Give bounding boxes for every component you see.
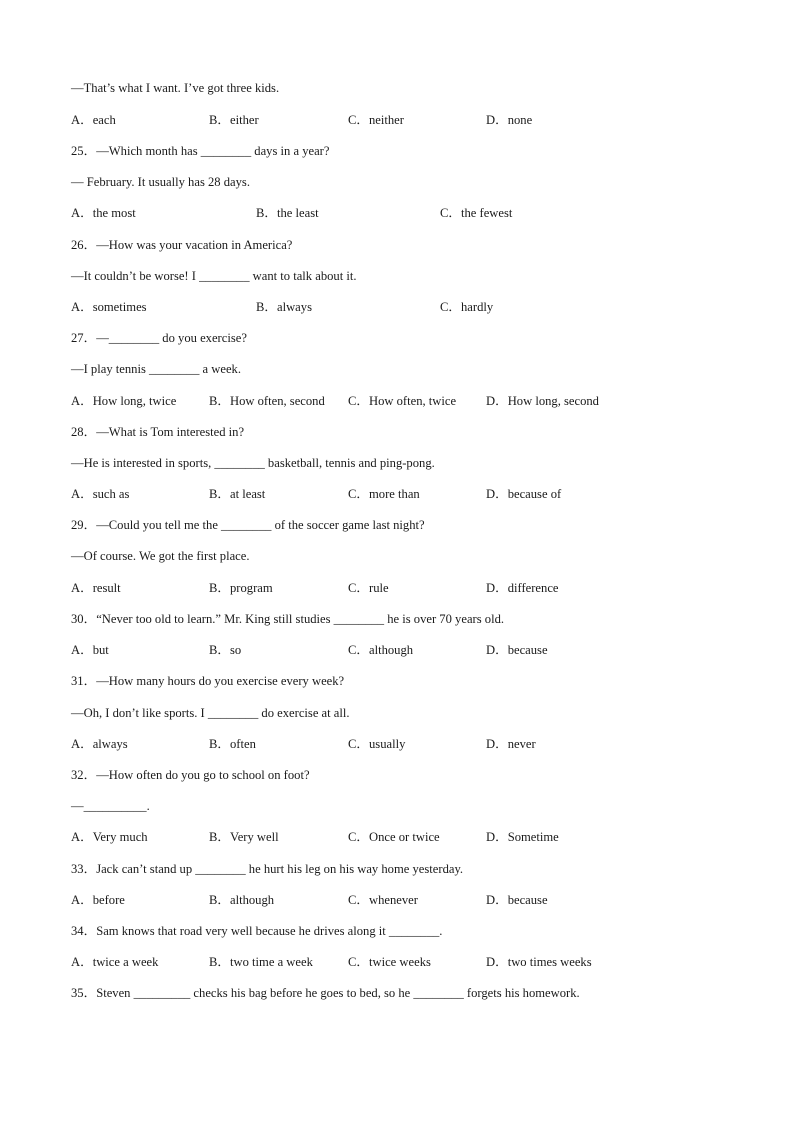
option-d[interactable]: D．Sometime — [486, 830, 559, 844]
option-a[interactable]: A．sometimes — [71, 300, 147, 314]
option-b[interactable]: B．program — [209, 581, 273, 595]
option-b[interactable]: B．often — [209, 737, 256, 751]
option-d[interactable]: D．none — [486, 113, 533, 127]
option-c[interactable]: C．usually — [348, 737, 406, 751]
options-q24 — [71, 112, 754, 128]
question-29: 29．—Could you tell me the ________ of the soccer game last night? — [71, 518, 425, 532]
dialogue-line: —Oh, I don’t like sports. I ________ do exercise at all. — [71, 706, 350, 720]
option-d[interactable]: D．How long, second — [486, 394, 599, 408]
question-28: 28．—What is Tom interested in? — [71, 425, 245, 439]
option-b[interactable]: B．although — [209, 893, 275, 907]
option-d[interactable]: D．because — [486, 643, 548, 657]
option-c[interactable]: C．twice weeks — [348, 955, 431, 969]
option-a[interactable]: A．but — [71, 643, 109, 657]
options-q28 — [71, 486, 754, 502]
option-c[interactable]: C．rule — [348, 581, 389, 595]
dialogue-line: — February. It usually has 28 days. — [71, 175, 250, 189]
options-q29 — [71, 580, 754, 596]
options-q34 — [71, 954, 754, 970]
option-a[interactable]: A．such as — [71, 487, 130, 501]
option-a[interactable]: A．the most — [71, 206, 136, 220]
option-d[interactable]: D．two times weeks — [486, 955, 592, 969]
options-q30 — [71, 642, 754, 658]
option-c[interactable]: C．the fewest — [440, 206, 513, 220]
question-33: 33．Jack can’t stand up ________ he hurt his leg on his way home yesterday. — [71, 862, 464, 876]
question-34: 34．Sam knows that road very well because he drives along it ________. — [71, 924, 443, 938]
option-b[interactable]: B．so — [209, 643, 242, 657]
option-d[interactable]: D．never — [486, 737, 536, 751]
options-q27 — [71, 393, 754, 409]
option-c[interactable]: C．hardly — [440, 300, 494, 314]
option-b[interactable]: B．at least — [209, 487, 266, 501]
option-c[interactable]: C．more than — [348, 487, 420, 501]
dialogue-line: —Of course. We got the first place. — [71, 549, 250, 563]
question-32: 32．—How often do you go to school on foot? — [71, 768, 310, 782]
option-a[interactable]: A．twice a week — [71, 955, 159, 969]
option-b[interactable]: B．the least — [256, 206, 319, 220]
option-a[interactable]: A．before — [71, 893, 125, 907]
option-a[interactable]: A．result — [71, 581, 121, 595]
question-31: 31．—How many hours do you exercise every week? — [71, 674, 345, 688]
options-q25 — [71, 205, 754, 221]
option-a[interactable]: A．How long, twice — [71, 394, 177, 408]
option-c[interactable]: C．Once or twice — [348, 830, 440, 844]
option-d[interactable]: D．because of — [486, 487, 562, 501]
dialogue-line: —He is interested in sports, ________ basketball, tennis and ping-pong. — [71, 456, 435, 470]
option-b[interactable]: B．two time a week — [209, 955, 313, 969]
question-30: 30．“Never too old to learn.” Mr. King still studies ________ he is over 70 years old. — [71, 612, 505, 626]
options-q32 — [71, 829, 754, 845]
question-25: 25．—Which month has ________ days in a year? — [71, 144, 330, 158]
option-b[interactable]: B．How often, second — [209, 394, 325, 408]
option-c[interactable]: C．neither — [348, 113, 404, 127]
options-q31 — [71, 736, 754, 752]
options-q26 — [71, 299, 754, 315]
option-b[interactable]: B．either — [209, 113, 259, 127]
question-35: 35．Steven _________ checks his bag before he goes to bed, so he ________ forgets his homework. — [71, 986, 580, 1000]
dialogue-line: —I play tennis ________ a week. — [71, 362, 241, 376]
option-d[interactable]: D．difference — [486, 581, 559, 595]
option-b[interactable]: B．Very well — [209, 830, 279, 844]
option-c[interactable]: C．How often, twice — [348, 394, 457, 408]
option-c[interactable]: C．whenever — [348, 893, 418, 907]
question-27: 27．—________ do you exercise? — [71, 331, 247, 345]
dialogue-line: —__________. — [71, 799, 150, 813]
question-26: 26．—How was your vacation in America? — [71, 238, 293, 252]
option-a[interactable]: A．each — [71, 113, 116, 127]
option-a[interactable]: A．always — [71, 737, 128, 751]
dialogue-line: —That’s what I want. I’ve got three kids. — [71, 81, 280, 95]
dialogue-line: —It couldn’t be worse! I ________ want to talk about it. — [71, 269, 357, 283]
option-d[interactable]: D．because — [486, 893, 548, 907]
option-a[interactable]: A．Very much — [71, 830, 148, 844]
option-b[interactable]: B．always — [256, 300, 312, 314]
option-c[interactable]: C．although — [348, 643, 414, 657]
options-q33 — [71, 892, 754, 908]
